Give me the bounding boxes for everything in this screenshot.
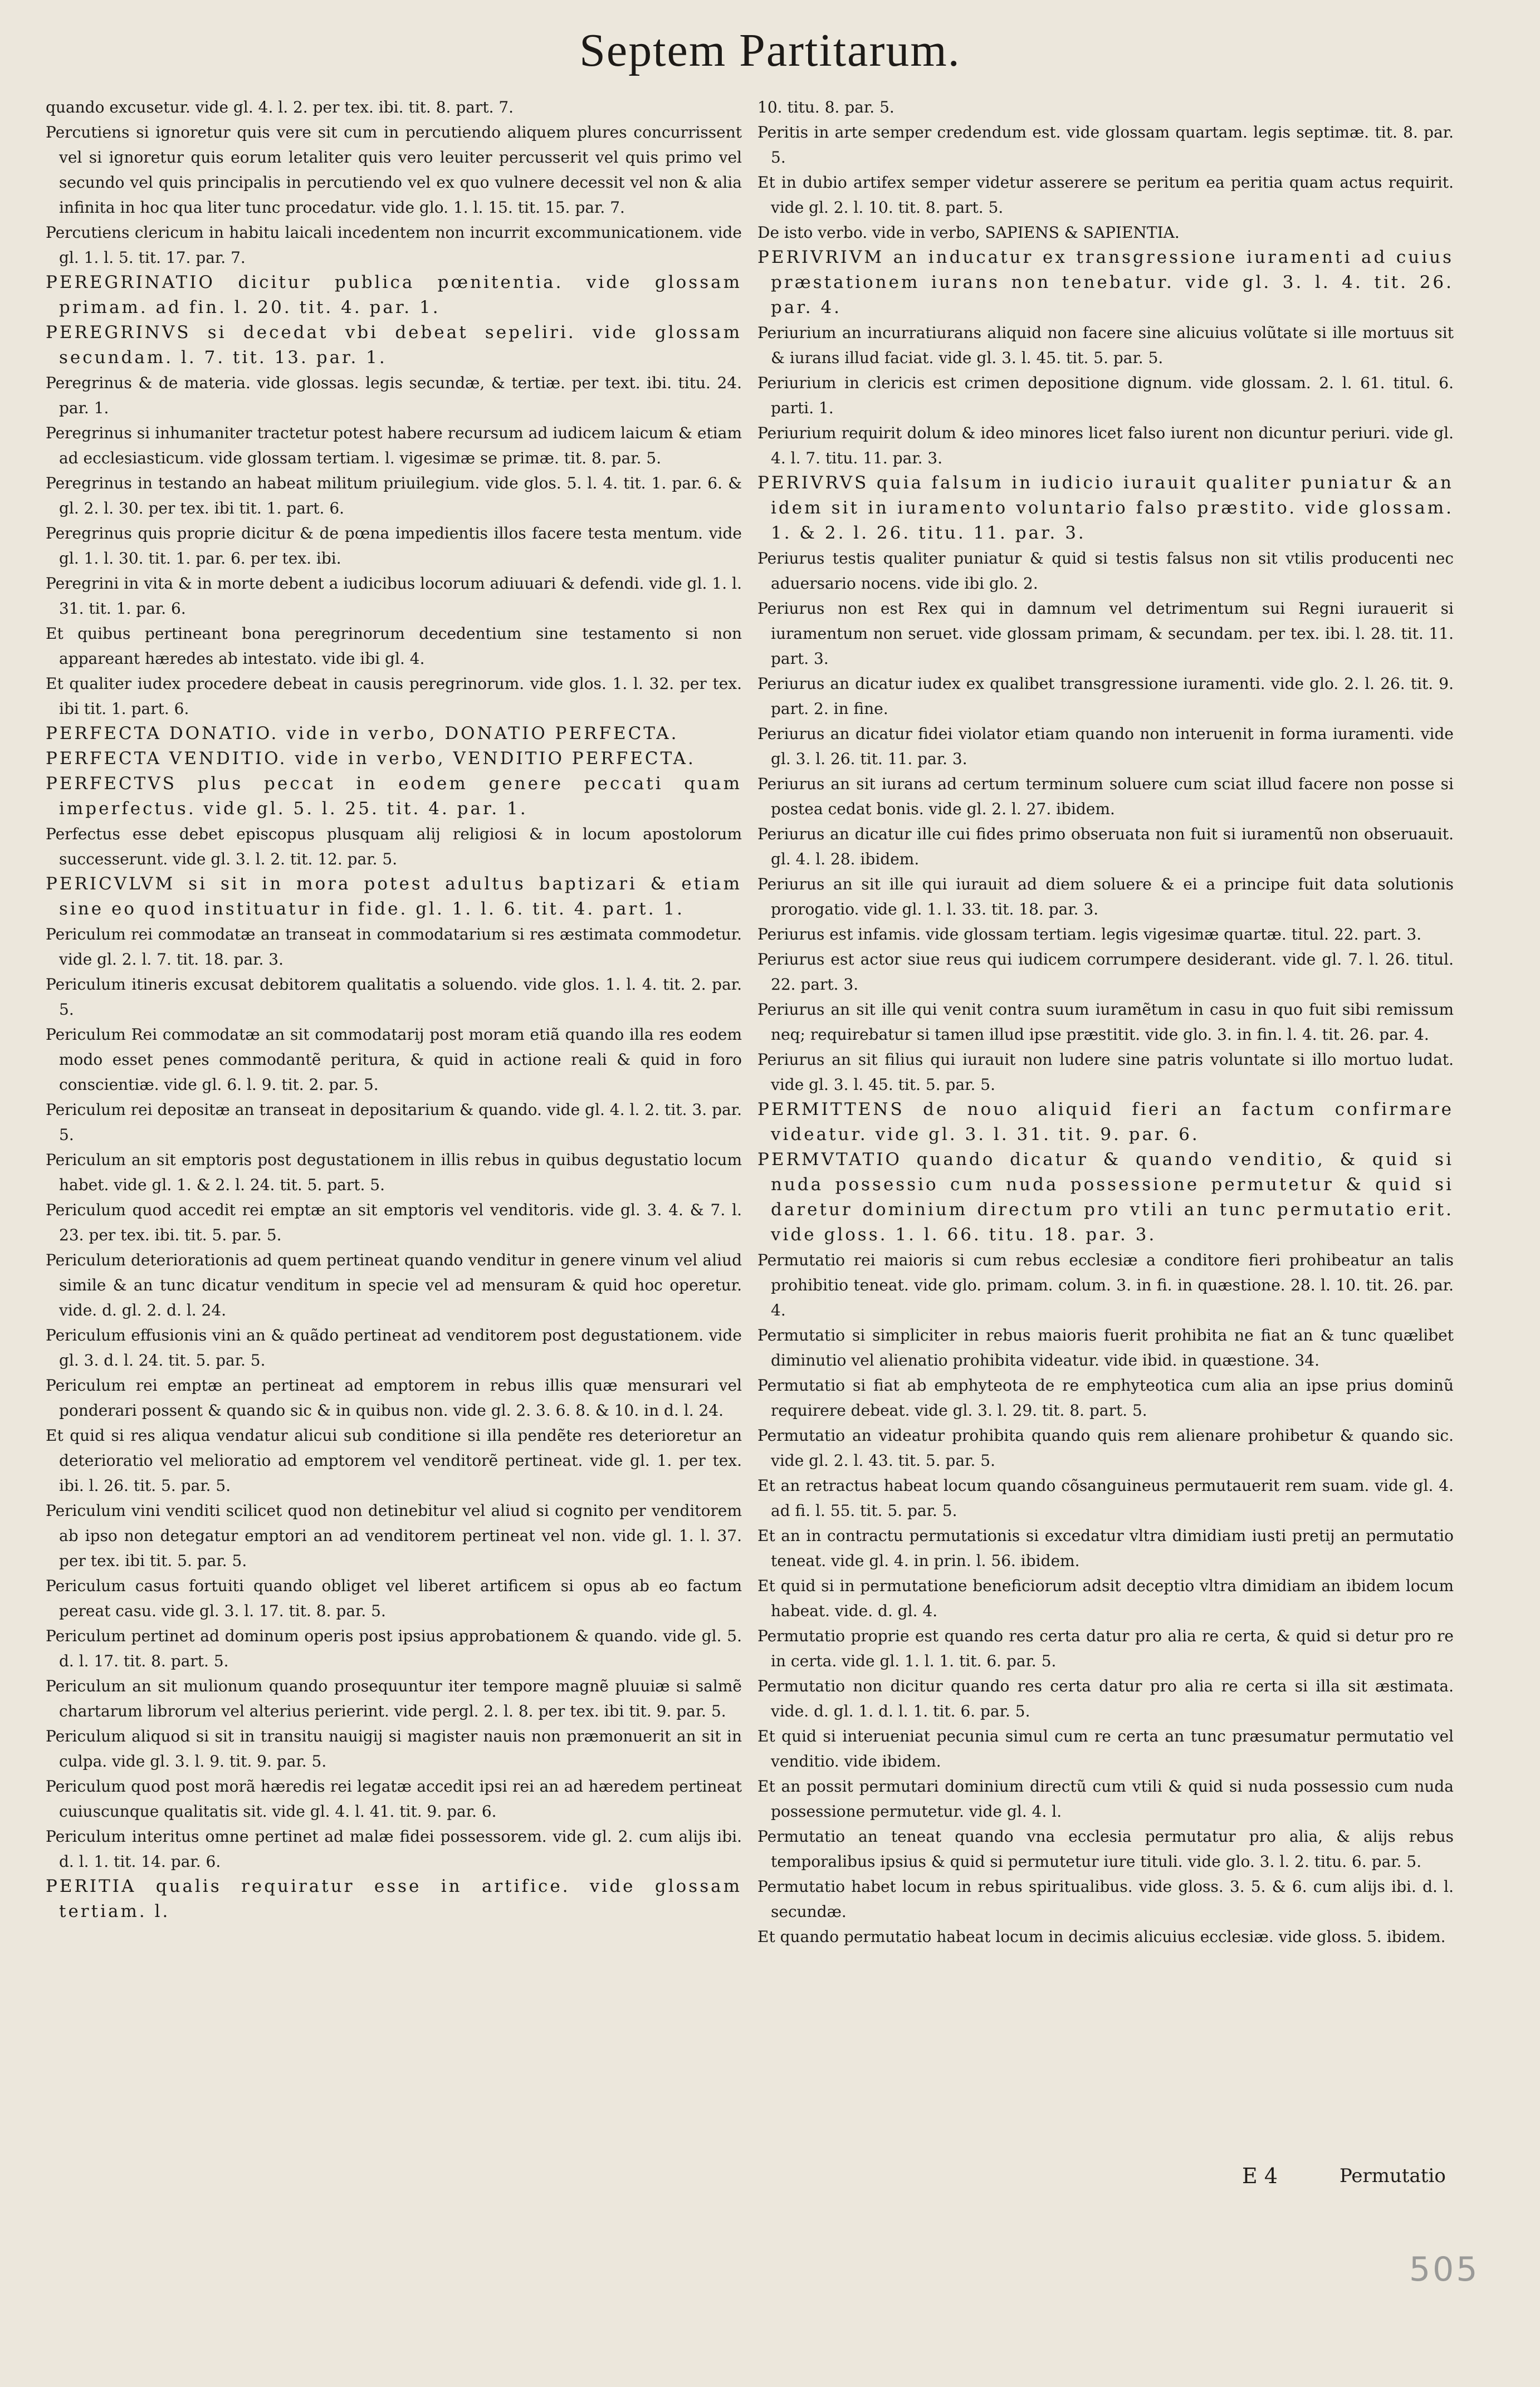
index-entry: Periculum casus fortuiti quando obliget vel liberet artificem si opus ab eo factum pereat casu. vide gl. 3. l. 17. tit. 8. par. 5. [46, 1577, 742, 1620]
index-entry: PERIVRVS quia falsum in iudicio iurauit qualiter puniatur & an idem sit in iuramento voluntario falso præstito. vide glossam. 1. & 2. l. 26. titu. 11. par. 3. [757, 473, 1454, 543]
index-entry: Periculum rei emptæ an pertineat ad emptorem in rebus illis quæ mensurari vel ponderari possent & quando sic & in quibus non. vide gl. 2. 3. 6. 8. & 10. in d. l. 24. [46, 1376, 742, 1420]
index-entry: Et an in contractu permutationis si excedatur vltra dimidiam iusti pretij an permutatio teneat. vide gl. 4. in prin. l. 56. ibidem. [757, 1527, 1454, 1570]
index-entry: Et an possit permutari dominium directũ cum vtili & quid si nuda possessio cum nuda possessione permutetur. vide gl. 4. l. [757, 1777, 1454, 1821]
index-entry: Periurus est infamis. vide glossam tertiam. legis vigesimæ quartæ. titul. 22. part. 3. [757, 925, 1422, 943]
index-entry: Periurium in clericis est crimen depositione dignum. vide glossam. 2. l. 61. titul. 6. parti. 1. [757, 374, 1454, 417]
index-entry: Periculum rei commodatæ an transeat in commodatarium si res æstimata commodetur. vide gl. 2. l. 7. tit. 18. par. 3. [46, 925, 742, 969]
index-entry: PERMVTATIO quando dicatur & quando venditio, & quid si nuda possessio cum nuda possessione permutetur & quid si daretur dominium directum pro vtili an tunc permutatio erit. vide gloss. 1. l. 66. titu. 18. par. 3. [757, 1150, 1454, 1245]
index-entry: Permutatio non dicitur quando res certa datur pro alia re certa si illa sit æstimata. vide. d. gl. 1. d. l. 1. tit. 6. par. 5. [757, 1677, 1454, 1720]
index-entry: Periculum deteriorationis ad quem pertineat quando venditur in genere vinum vel aliud simile & an tunc dicatur venditum in specie vel ad mensuram & quid hoc operetur. vide. d. gl. 2. d. l. 24. [46, 1251, 742, 1319]
index-entry: PEREGRINATIO dicitur publica pœnitentia. vide glossam primam. ad fin. l. 20. tit. 4. par. 1. [46, 272, 742, 317]
index-entry: Peregrinus quis proprie dicitur & de pœna impedientis illos facere testa mentum. vide gl. 1. l. 30. tit. 1. par. 6. per tex. ibi. [46, 524, 742, 568]
index-entry: Permutatio habet locum in rebus spiritualibus. vide gloss. 3. 5. & 6. cum alijs ibi. d. l. secundæ. [757, 1877, 1454, 1921]
index-entry: Et qualiter iudex procedere debeat in causis peregrinorum. vide glos. 1. l. 32. per tex. ibi tit. 1. part. 6. [46, 674, 742, 718]
index-entry: Et quando permutatio habeat locum in decimis alicuius ecclesiæ. vide gloss. 5. ibidem. [757, 1928, 1446, 1946]
index-entry: PERITIA qualis requiratur esse in artifice. vide glossam tertiam. l. [46, 1876, 742, 1921]
index-entry: PERFECTA VENDITIO. vide in verbo, VENDITIO PERFECTA. [46, 749, 696, 769]
index-entry: Et an retractus habeat locum quando cõsanguineus permutauerit rem suam. vide gl. 4. ad fi. l. 55. tit. 5. par. 5. [757, 1476, 1454, 1520]
index-entry: Periculum interitus omne pertinet ad malæ fidei possessorem. vide gl. 2. cum alijs ibi. d. l. 1. tit. 14. par. 6. [46, 1827, 742, 1871]
index-entry: PERIVRIVM an inducatur ex transgressione iuramenti ad cuius præstationem iurans non tenebatur. vide gl. 3. l. 4. tit. 26. par. 4. [757, 247, 1454, 317]
index-entry: Et quid si in permutatione beneficiorum adsit deceptio vltra dimidiam an ibidem locum habeat. vide. d. gl. 4. [757, 1577, 1454, 1620]
index-entry: Peregrinus & de materia. vide glossas. legis secundæ, & tertiæ. per text. ibi. titu. 24. par. 1. [46, 374, 742, 417]
index-entry: Peritis in arte semper credendum est. vide glossam quartam. legis septimæ. tit. 8. par. 5. [757, 123, 1454, 167]
index-entry: Periurus non est Rex qui in damnum vel detrimentum sui Regni iurauerit si iuramentum non seruet. vide glossam primam, & secundam. per tex. ibi. l. 28. tit. 11. part. 3. [757, 599, 1454, 668]
index-entry: Et quibus pertineant bona peregrinorum decedentium sine testamento si non appareant hæredes ab intestato. vide ibi gl. 4. [46, 624, 742, 668]
index-entry: Et in dubio artifex semper videtur asserere se peritum ea peritia quam actus requirit. vide gl. 2. l. 10. tit. 8. part. 5. [757, 173, 1454, 217]
index-entry: Permutatio si simpliciter in rebus maioris fuerit prohibita ne fiat an & tunc quælibet diminutio vel alienatio prohibita videatur. vide ibid. in quæstione. 34. [757, 1326, 1454, 1369]
index-entry: Permutatio rei maioris si cum rebus ecclesiæ a conditore fieri prohibeatur an talis prohibitio teneat. vide glo. primam. colum. 3. in fi. in quæstione. 28. l. 10. tit. 26. par. 4. [757, 1251, 1454, 1319]
index-entry: Periurus an sit ille qui iurauit ad diem soluere & ei a principe fuit data solutionis prorogatio. vide gl. 1. l. 33. tit. 18. par. 3. [757, 875, 1454, 918]
index-entry: Peregrinus in testando an habeat militum priuilegium. vide glos. 5. l. 4. tit. 1. par. 6. & gl. 2. l. 30. per tex. ibi tit. 1. part. 6. [46, 474, 742, 517]
pencil-folio-number: 505 [1409, 2250, 1480, 2289]
index-entry: Periculum quod accedit rei emptæ an sit emptoris vel venditoris. vide gl. 3. 4. & 7. l. 23. per tex. ibi. tit. 5. par. 5. [46, 1201, 742, 1244]
index-entry: Periculum quod post morã hæredis rei legatæ accedit ipsi rei an ad hæredem pertineat cuiuscunque qualitatis sit. vide gl. 4. l. 41. tit. 9. par. 6. [46, 1777, 742, 1821]
index-entry: Et quid si interueniat pecunia simul cum re certa an tunc præsumatur permutatio vel venditio. vide ibidem. [757, 1727, 1454, 1770]
index-entry: PEREGRINVS si decedat vbi debeat sepeliri. vide glossam secundam. l. 7. tit. 13. par. 1. [46, 322, 742, 368]
index-entry: Periurus an dicatur iudex ex qualibet transgressione iuramenti. vide glo. 2. l. 26. tit. 9. part. 2. in fine. [757, 674, 1454, 718]
index-entry: Periurium an incurratiurans aliquid non facere sine alicuius volũtate si ille mortuus sit & iurans illud faciat. vide gl. 3. l. 45. tit. 5. par. 5. [757, 324, 1454, 367]
index-entry: Periculum rei depositæ an transeat in depositarium & quando. vide gl. 4. l. 2. tit. 3. par. 5. [46, 1100, 742, 1144]
index-entry: Permutatio proprie est quando res certa datur pro alia re certa, & quid si detur pro re in certa. vide gl. 1. l. 1. tit. 6. par. 5. [757, 1627, 1454, 1670]
signature-mark: E 4 [1242, 2164, 1278, 2188]
index-entry: Periculum Rei commodatæ an sit commodatarij post moram etiã quando illa res eodem modo esset penes commodantẽ peritura, & quid in actione reali & quid in foro conscientiæ. vide gl. 6. l. 9. tit. 2. par. 5. [46, 1025, 742, 1094]
index-entry: Periurus an dicatur fidei violator etiam quando non interuenit in forma iuramenti. vide gl. 3. l. 26. tit. 11. par. 3. [757, 725, 1454, 768]
index-entry: Periurus an sit iurans ad certum terminum soluere cum sciat illud facere non posse si postea cedat bonis. vide gl. 2. l. 27. ibidem. [757, 775, 1454, 818]
index-entry: Percutiens clericum in habitu laicali incedentem non incurrit excommunicationem. vide gl. 1. l. 5. tit. 17. par. 7. [46, 223, 742, 267]
left-column [46, 95, 742, 1924]
index-entry: Periculum pertinet ad dominum operis post ipsius approbationem & quando. vide gl. 5. d. l. 17. tit. 8. part. 5. [46, 1627, 742, 1670]
index-entry: PERMITTENS de nouo aliquid fieri an factum confirmare videatur. vide gl. 3. l. 31. tit. 9. par. 6. [757, 1099, 1454, 1144]
index-entry: quando excusetur. vide gl. 4. l. 2. per tex. ibi. tit. 8. part. 7. [46, 98, 514, 116]
index-entry: 10. titu. 8. par. 5. [757, 98, 894, 116]
index-entry: Peregrinus si inhumaniter tractetur potest habere recursum ad iudicem laicum & etiam ad ecclesiasticum. vide glossam tertiam. l. vigesimæ se primæ. tit. 8. par. 5. [46, 424, 742, 467]
index-entry: Periculum vini venditi scilicet quod non detinebitur vel aliud si cognito per venditorem ab ipso non detegatur emptori an ad venditorem pertineat vel non. vide gl. 1. l. 37. per tex. ibi tit. 5. par. 5. [46, 1501, 742, 1570]
index-entry: Periculum aliquod si sit in transitu nauigij si magister nauis non præmonuerit an sit in culpa. vide gl. 3. l. 9. tit. 9. par. 5. [46, 1727, 742, 1770]
right-column [757, 95, 1454, 1949]
index-entry: Permutatio an teneat quando vna ecclesia permutatur pro alia, & alijs rebus temporalibus ipsius & quid si permutetur iure tituli. vide glo. 3. l. 2. titu. 6. par. 5. [757, 1827, 1454, 1871]
index-entry: Percutiens si ignoretur quis vere sit cum in percutiendo aliquem plures concurrissent vel si ignoretur quis eorum letaliter quis vero leuiter percusserit vel quis primo vel secundo vel quis principalis in percutiendo vel ex quo vulnere decessit vel non & alia infinita in hoc qua liter tunc procedatur. vide glo. 1. l. 15. tit. 15. par. 7. [46, 123, 742, 217]
catchword: Permutatio [1339, 2165, 1446, 2187]
index-entry: Periculum itineris excusat debitorem qualitatis a soluendo. vide glos. 1. l. 4. tit. 2. par. 5. [46, 975, 742, 1019]
index-entry: Et quid si res aliqua vendatur alicui sub conditione si illa pendẽte res deterioretur an deterioratio vel melioratio ad emptorem vel venditorẽ pertineat. vide gl. 1. per tex. ibi. l. 26. tit. 5. par. 5. [46, 1426, 742, 1495]
index-entry: PERFECTVS plus peccat in eodem genere peccati quam imperfectus. vide gl. 5. l. 25. tit. 4. par. 1. [46, 774, 742, 819]
index-entry: PERICVLVM si sit in mora potest adultus baptizari & etiam sine eo quod instituatur in fide. gl. 1. l. 6. tit. 4. part. 1. [46, 874, 742, 919]
index-entry: PERFECTA DONATIO. vide in verbo, DONATIO PERFECTA. [46, 723, 679, 744]
index-entry: Periculum an sit emptoris post degustationem in illis rebus in quibus degustatio locum habet. vide gl. 1. & 2. l. 24. tit. 5. part. 5. [46, 1151, 742, 1194]
index-entry: Peregrini in vita & in morte debent a iudicibus locorum adiuuari & defendi. vide gl. 1. l. 31. tit. 1. par. 6. [46, 574, 742, 618]
index-entry: Periurus est actor siue reus qui iudicem corrumpere desiderant. vide gl. 7. l. 26. titul. 22. part. 3. [757, 950, 1454, 994]
index-entry: Periurus an dicatur ille cui fides primo obseruata non fuit si iuramentũ non obseruauit. gl. 4. l. 28. ibidem. [757, 825, 1454, 868]
index-entry: Periculum effusionis vini an & quãdo pertineat ad venditorem post degustationem. vide gl. 3. d. l. 24. tit. 5. par. 5. [46, 1326, 742, 1369]
index-entry: Periurus an sit filius qui iurauit non ludere sine patris voluntate si illo mortuo ludat. vide gl. 3. l. 45. tit. 5. par. 5. [757, 1050, 1454, 1094]
index-entry: De isto verbo. vide in verbo, SAPIENS & SAPIENTIA. [757, 223, 1180, 242]
index-entry: Periurium requirit dolum & ideo minores licet falso iurent non dicuntur periuri. vide gl. 4. l. 7. titu. 11. par. 3. [757, 424, 1454, 467]
index-entry: Periculum an sit mulionum quando prosequuntur iter tempore magnẽ pluuiæ si salmẽ chartarum librorum vel alterius perierint. vide pergl. 2. l. 8. per tex. ibi tit. 9. par. 5. [46, 1677, 742, 1720]
index-entry: Permutatio an videatur prohibita quando quis rem alienare prohibetur & quando sic. vide gl. 2. l. 43. tit. 5. par. 5. [757, 1426, 1454, 1470]
index-entry: Perfectus esse debet episcopus plusquam alij religiosi & in locum apostolorum successerunt. vide gl. 3. l. 2. tit. 12. par. 5. [46, 825, 742, 868]
running-title: Septem Partitarum. [579, 25, 961, 76]
index-entry: Permutatio si fiat ab emphyteota de re emphyteotica cum alia an ipse prius dominũ requirere debeat. vide gl. 3. l. 29. tit. 8. part. 5. [757, 1376, 1454, 1420]
index-entry: Periurus an sit ille qui venit contra suum iuramẽtum in casu in quo fuit sibi remissum neq; requirebatur si tamen illud ipse præstitit. vide glo. 3. in fin. l. 4. tit. 26. par. 4. [757, 1000, 1454, 1044]
index-entry: Periurus testis qualiter puniatur & quid si testis falsus non sit vtilis producenti nec aduersario nocens. vide ibi glo. 2. [757, 549, 1454, 593]
